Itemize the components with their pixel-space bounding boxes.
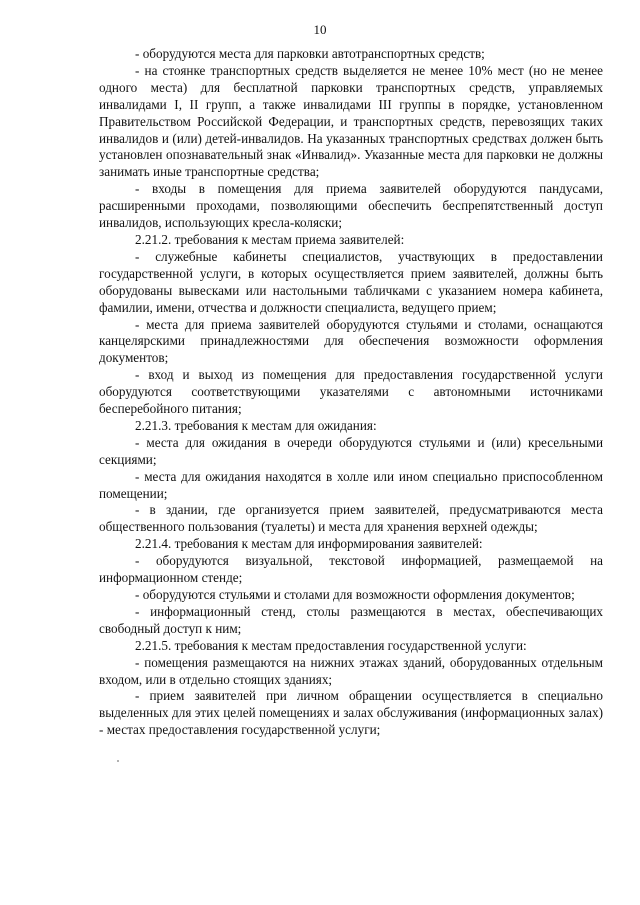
paragraph: - оборудуются визуальной, текстовой информацией, размещаемой на информационном стенде;	[99, 553, 603, 586]
document-body	[99, 46, 603, 739]
paragraph: - информационный стенд, столы размещаются в местах, обеспечивающих свободный доступ к ним;	[99, 603, 603, 636]
paragraph: - входы в помещения для приема заявителей оборудуются пандусами, расширенными проходами, позволяющими обеспечить беспрепятственный доступ инвалидов, использующих кресла-коляски;	[99, 181, 603, 231]
paragraph: - места для приема заявителей оборудуются стульями и столами, оснащаются канцелярскими принадлежностями для обеспечения возможности оформления документов;	[99, 316, 603, 366]
section-heading: 2.21.4. требования к местам для информирования заявителей:	[135, 536, 483, 552]
section-heading: 2.21.3. требования к местам для ожидания:	[135, 417, 377, 433]
paragraph: - места для ожидания в очереди оборудуются стульями и (или) кресельными секциями;	[99, 434, 603, 467]
paragraph: - оборудуются стульями и столами для возможности оформления документов;	[135, 587, 575, 602]
paragraph: - места для ожидания находятся в холле или ином специально приспособленном помещении;	[99, 468, 603, 501]
paragraph: - служебные кабинеты специалистов, участвующих в предоставлении государственной услуги, в которых осуществляется прием заявителей, должны быть оборудованы вывесками или настольными табличками с указанием номера кабинета, фамилии, имени, отчества и должности специалиста, ведущего прием;	[99, 248, 603, 315]
scan-speck	[117, 760, 119, 762]
paragraph: - в здании, где организуется прием заявителей, предусматриваются места общественного пользования (туалеты) и места для хранения верхней одежды;	[99, 502, 603, 535]
paragraph: - прием заявителей при личном обращении осуществляется в специально выделенных для этих целей помещениях и залах обслуживания (информационных залах) - местах предоставления государственной услуги;	[99, 688, 603, 738]
page-number: 10	[313, 22, 327, 37]
section-heading: 2.21.5. требования к местам предоставления государственной услуги:	[135, 637, 527, 653]
section-heading: 2.21.2. требования к местам приема заявителей:	[135, 231, 405, 247]
paragraph: - на стоянке транспортных средств выделяется не менее 10% мест (но не менее одного места) для бесплатной парковки транспортных средств, управляемых инвалидами I, II групп, а также инвалидами III группы в порядке, установленном Правительством Российской Федерации, и транспортных средств, перевозящих таких инвалидов и (или) детей-инвалидов. На указанных транспортных средствах должен быть установлен опознавательный знак «Инвалид». Указанные места для парковки не должны занимать иные транспортные средства;	[99, 62, 603, 180]
paragraph: - оборудуются места для парковки автотранспортных средств;	[135, 46, 485, 61]
paragraph: - помещения размещаются на нижних этажах зданий, оборудованных отдельным входом, или в отдельно стоящих зданиях;	[99, 654, 603, 687]
paragraph: - вход и выход из помещения для предоставления государственной услуги оборудуются соответствующими указателями с автономными источниками бесперебойного питания;	[99, 367, 603, 417]
